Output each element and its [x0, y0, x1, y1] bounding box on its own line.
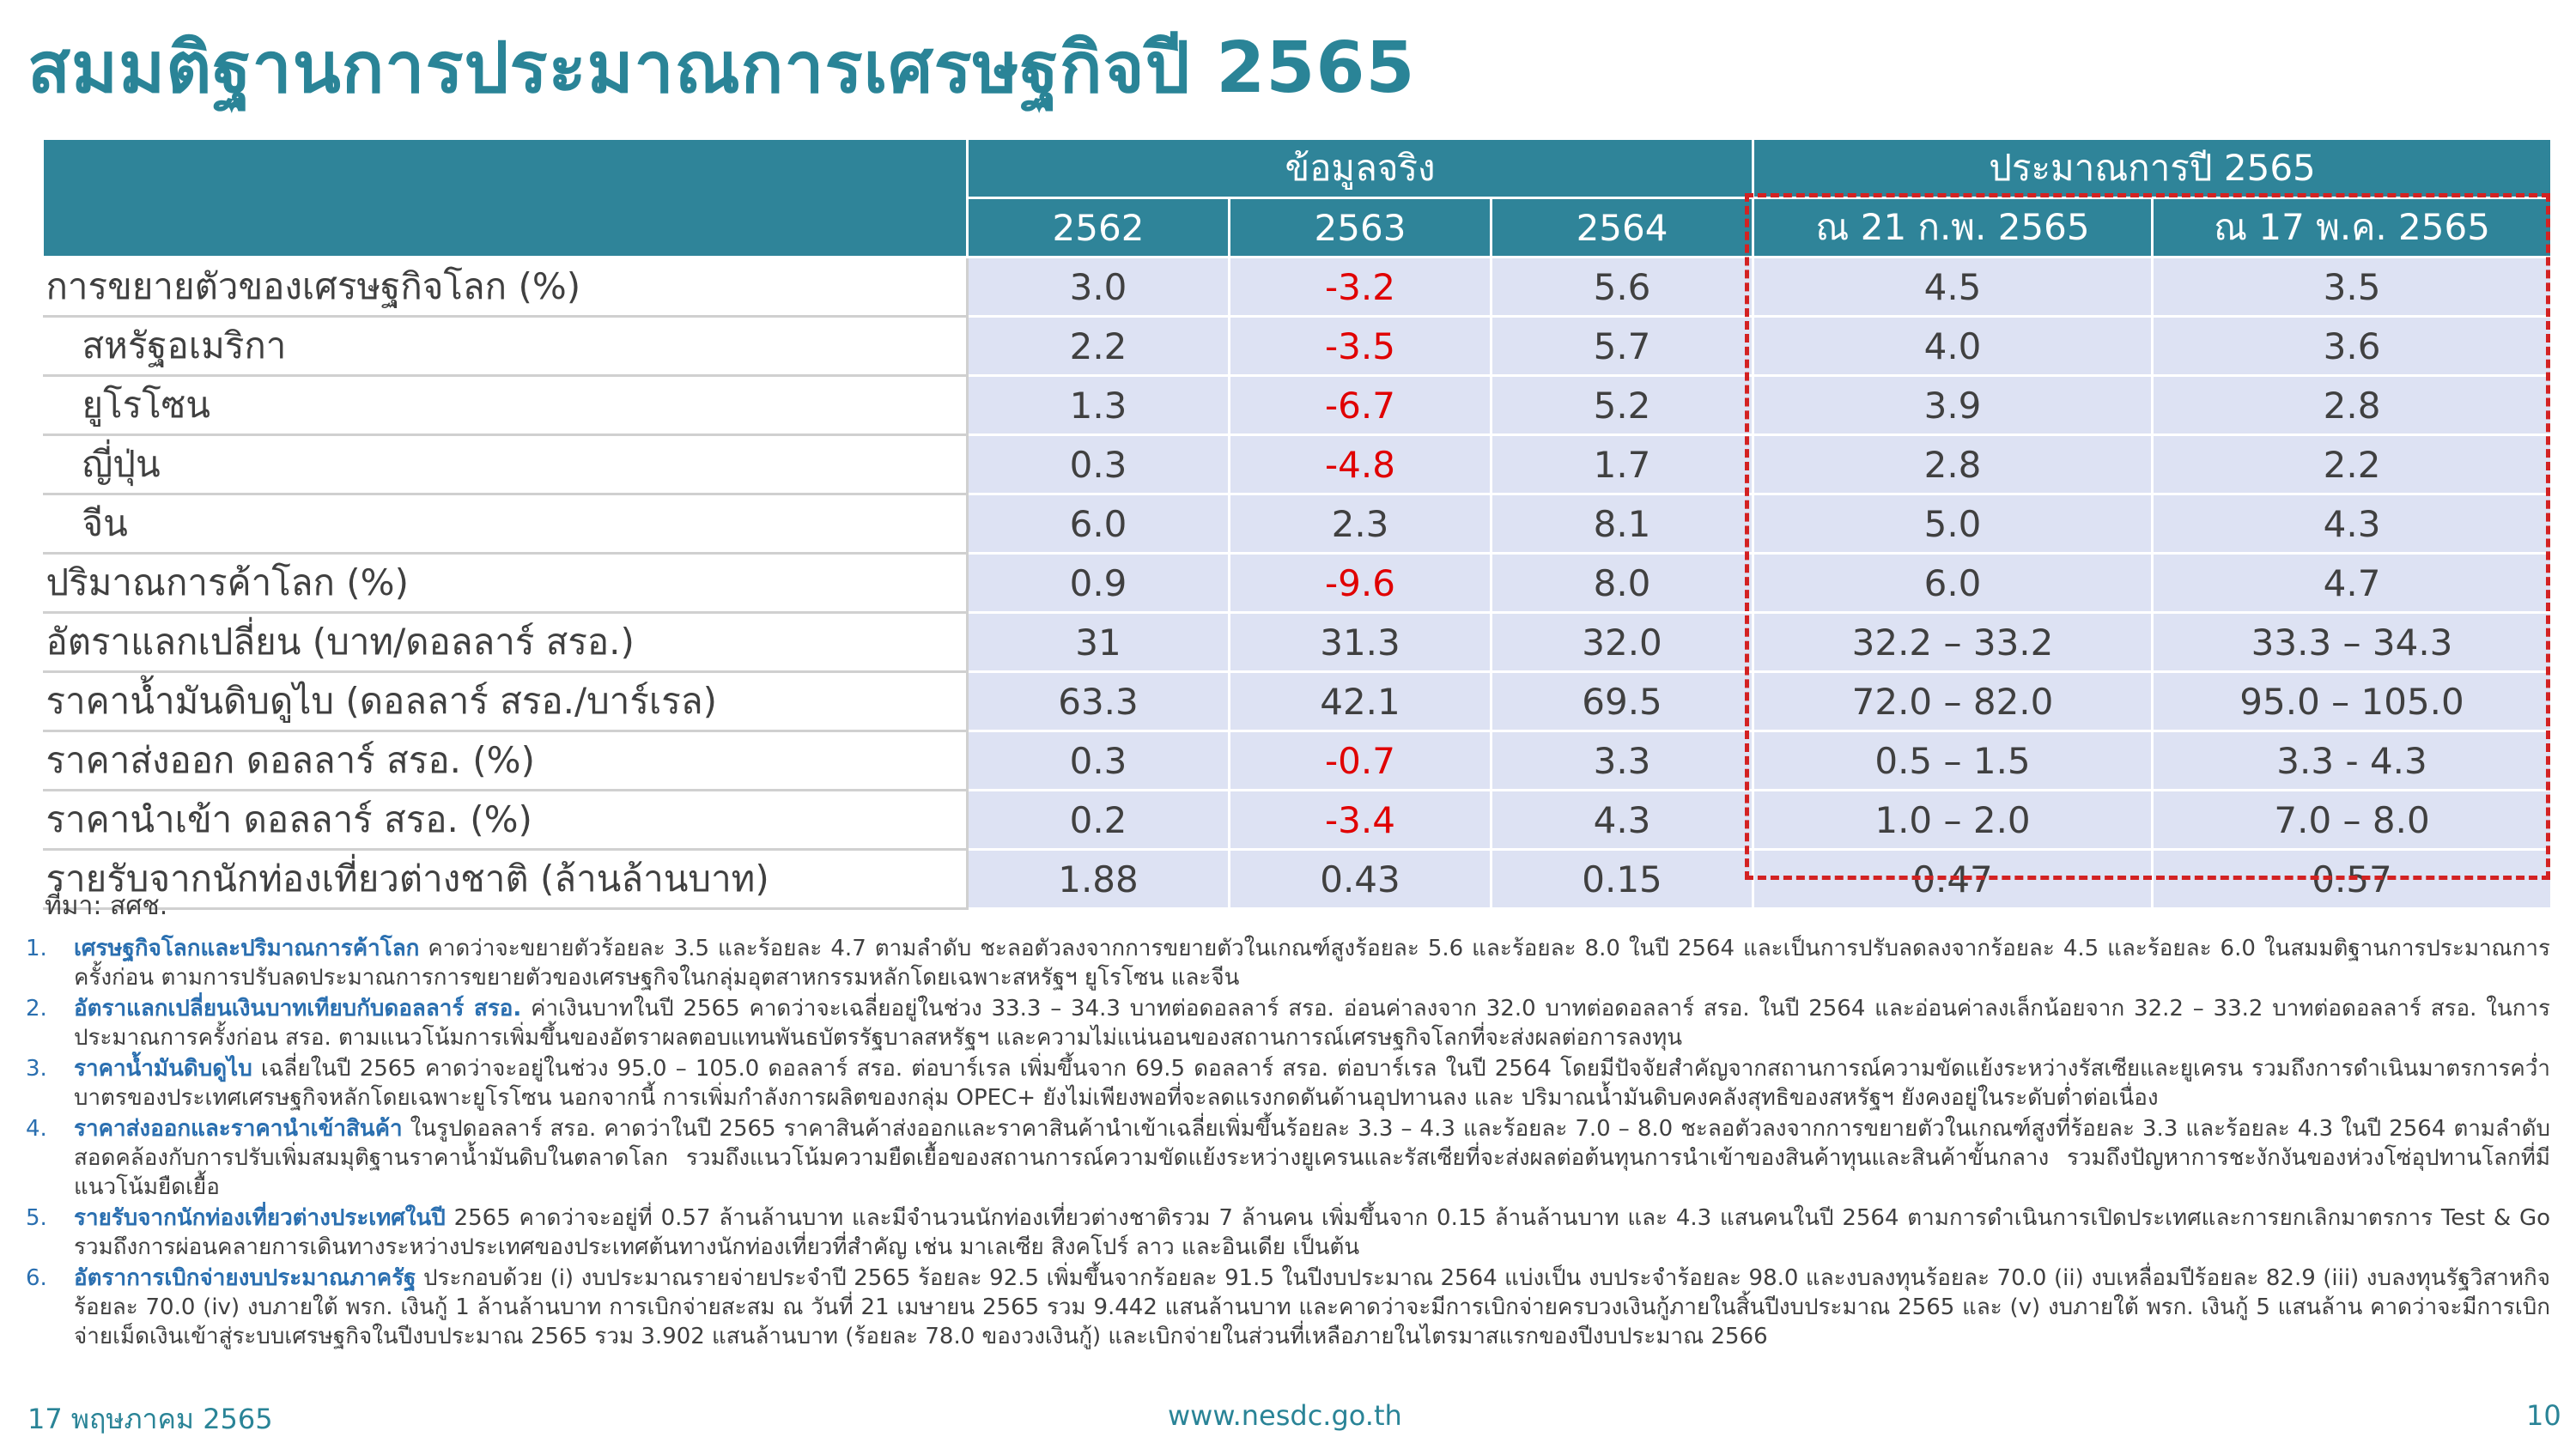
row-label: จีน [43, 494, 968, 554]
note-item [26, 1203, 2550, 1262]
table-row [43, 317, 2552, 376]
row-label: อัตราแลกเปลี่ยน (บาท/ดอลลาร์ สรอ.) [43, 613, 968, 672]
cell-2564: 5.2 [1492, 376, 1753, 435]
cell-2562: 2.2 [968, 317, 1230, 376]
cell-2564: 4.3 [1492, 791, 1753, 850]
row-label: ยูโรโซน [43, 376, 968, 435]
row-label: รายรับจากนักท่องเที่ยวต่างชาติ (ล้านล้านบาท) [43, 850, 968, 909]
cell-2564: 5.7 [1492, 317, 1753, 376]
row-label: ราคานำเข้า ดอลลาร์ สรอ. (%) [43, 791, 968, 850]
cell-2564: 8.0 [1492, 554, 1753, 613]
cell-forecast-feb: 72.0 – 82.0 [1753, 672, 2153, 731]
note-item [26, 1114, 2550, 1202]
header-row-groups [43, 139, 2552, 198]
footer-website-link[interactable]: www.nesdc.go.th [1168, 1399, 1402, 1432]
cell-2564: 8.1 [1492, 494, 1753, 554]
cell-2563: -3.4 [1230, 791, 1492, 850]
cell-forecast-feb: 0.47 [1753, 850, 2153, 909]
note-text: 2565 คาดว่าจะอยู่ที่ 0.57 ล้านล้านบาท และมีจำนวนนักท่องเที่ยวต่างชาติรวม 7 ล้านคน เพิ่มขึ้นจาก 0.15 ล้านล้านบาท และ 4.3 แสนคนในปี 2564 ตามการดำเนินการเปิดประเทศและการยกเลิกมาตรการ Test & Go รวมถึงการผ่อนคลายการเดินทางระหว่างประเทศของประเทศต้นทางนักท่องเที่ยวที่สำคัญ เช่น มาเลเซีย สิงคโปร์ ลาว และอินเดีย เป็นต้น [74, 1205, 2550, 1260]
note-text: ในรูปดอลลาร์ สรอ. คาดว่าในปี 2565 ราคาสินค้าส่งออกและราคาสินค้านำเข้าเฉลี่ยเพิ่มขึ้นร้อยละ 3.3 – 4.3 และร้อยละ 7.0 – 8.0 ชะลอตัวลงจากการขยายตัวในเกณฑ์สูงที่ร้อยละ 3.3 และร้อยละ 4.3 ในปี 2564 ตามลำดับ สอดคล้องกับการปรับเพิ่มสมมุติฐานราคาน้ำมันดิบในตลาดโลก รวมถึงแนวโน้มความยืดเยื้อของสถานการณ์ความขัดแย้งระหว่างยูเครนและรัสเซียที่จะส่งผลต่อต้นทุนการนำเข้าของสินค้าทุนและสินค้าขั้นกลาง รวมถึงปัญหาการชะงักงันของห่วงโซ่อุปทานโลกที่มีแนวโน้มยืดเยื้อ [74, 1116, 2550, 1200]
cell-2562: 1.3 [968, 376, 1230, 435]
note-heading: ราคาส่งออกและราคานำเข้าสินค้า [74, 1116, 403, 1142]
assumptions-table [41, 137, 2553, 910]
table-row [43, 613, 2552, 672]
note-number: 3. [26, 1056, 47, 1082]
cell-2562: 63.3 [968, 672, 1230, 731]
cell-forecast-may: 4.7 [2153, 554, 2552, 613]
row-label: ราคาส่งออก ดอลลาร์ สรอ. (%) [43, 731, 968, 791]
table-row [43, 258, 2552, 317]
table-row [43, 731, 2552, 791]
cell-forecast-feb: 2.8 [1753, 435, 2153, 494]
cell-2564: 0.15 [1492, 850, 1753, 909]
cell-forecast-feb: 4.5 [1753, 258, 2153, 317]
cell-forecast-feb: 4.0 [1753, 317, 2153, 376]
header-forecast-group: ประมาณการปี 2565 [1753, 139, 2552, 198]
table-row [43, 494, 2552, 554]
cell-2563: 42.1 [1230, 672, 1492, 731]
table-row [43, 435, 2552, 494]
cell-2564: 5.6 [1492, 258, 1753, 317]
table-row [43, 791, 2552, 850]
table-row [43, 672, 2552, 731]
header-col-2563: 2563 [1230, 198, 1492, 258]
cell-2564: 3.3 [1492, 731, 1753, 791]
cell-2562: 0.9 [968, 554, 1230, 613]
cell-2563: -0.7 [1230, 731, 1492, 791]
cell-2563: -3.2 [1230, 258, 1492, 317]
table-row [43, 376, 2552, 435]
cell-2562: 0.3 [968, 731, 1230, 791]
footer-date: 17 พฤษภาคม 2565 [27, 1403, 273, 1435]
row-label: ราคาน้ำมันดิบดูไบ (ดอลลาร์ สรอ./บาร์เรล) [43, 672, 968, 731]
note-number: 1. [26, 936, 47, 961]
note-heading: อัตราแลกเปลี่ยนเงินบาทเทียบกับดอลลาร์ สรอ. [74, 996, 522, 1022]
row-label: ญี่ปุ่น [43, 435, 968, 494]
cell-2562: 1.88 [968, 850, 1230, 909]
cell-forecast-may: 3.5 [2153, 258, 2552, 317]
cell-forecast-feb: 3.9 [1753, 376, 2153, 435]
cell-forecast-may: 0.57 [2153, 850, 2552, 909]
cell-forecast-may: 95.0 – 105.0 [2153, 672, 2552, 731]
cell-forecast-feb: 5.0 [1753, 494, 2153, 554]
note-item [26, 1264, 2550, 1351]
header-blank [43, 139, 968, 258]
note-number: 4. [26, 1116, 47, 1142]
header-col-2562: 2562 [968, 198, 1230, 258]
row-label: การขยายตัวของเศรษฐกิจโลก (%) [43, 258, 968, 317]
note-text: เฉลี่ยในปี 2565 คาดว่าจะอยู่ในช่วง 95.0 – 105.0 ดอลลาร์ สรอ. ต่อบาร์เรล เพิ่มขึ้นจาก 69.5 ดอลลาร์ สรอ. ต่อบาร์เรล ในปี 2564 โดยมีปัจจัยสำคัญจากสถานการณ์ความขัดแย้งระหว่างรัสเซียและยูเครน รวมถึงการดำเนินมาตรการคว่ำบาตรของประเทศเศรษฐกิจหลักโดยเฉพาะยูโรโซน นอกจากนี้ การเพิ่มกำลังการผลิตของกลุ่ม OPEC+ ยังไม่เพียงพอที่จะลดแรงกดดันด้านอุปทานลง และ ปริมาณน้ำมันดิบคงคลังสุทธิของสหรัฐฯ ยังคงอยู่ในระดับต่ำต่อเนื่อง [74, 1056, 2550, 1111]
cell-2563: 31.3 [1230, 613, 1492, 672]
cell-forecast-may: 3.3 - 4.3 [2153, 731, 2552, 791]
cell-forecast-feb: 32.2 – 33.2 [1753, 613, 2153, 672]
header-col-forecast-may: ณ 17 พ.ค. 2565 [2153, 198, 2552, 258]
cell-forecast-feb: 6.0 [1753, 554, 2153, 613]
cell-forecast-may: 7.0 – 8.0 [2153, 791, 2552, 850]
note-heading: รายรับจากนักท่องเที่ยวต่างประเทศในปี [74, 1205, 446, 1231]
cell-2564: 1.7 [1492, 435, 1753, 494]
cell-2563: -3.5 [1230, 317, 1492, 376]
cell-2563: -9.6 [1230, 554, 1492, 613]
cell-2562: 0.2 [968, 791, 1230, 850]
notes-list [26, 934, 2550, 1353]
source-note: ที่มา: สศช. [45, 891, 168, 921]
cell-forecast-may: 2.2 [2153, 435, 2552, 494]
page-number: 10 [2526, 1399, 2561, 1432]
cell-2563: -4.8 [1230, 435, 1492, 494]
note-heading: เศรษฐกิจโลกและปริมาณการค้าโลก [74, 936, 420, 961]
note-item [26, 994, 2550, 1052]
header-actual-group: ข้อมูลจริง [968, 139, 1753, 198]
cell-forecast-may: 3.6 [2153, 317, 2552, 376]
cell-2563: -6.7 [1230, 376, 1492, 435]
cell-2563: 0.43 [1230, 850, 1492, 909]
cell-forecast-may: 4.3 [2153, 494, 2552, 554]
header-col-2564: 2564 [1492, 198, 1753, 258]
note-item [26, 1054, 2550, 1113]
cell-forecast-may: 2.8 [2153, 376, 2552, 435]
table-row [43, 850, 2552, 909]
cell-2563: 2.3 [1230, 494, 1492, 554]
row-label: สหรัฐอเมริกา [43, 317, 968, 376]
note-number: 2. [26, 996, 47, 1022]
note-number: 5. [26, 1205, 47, 1231]
note-number: 6. [26, 1265, 47, 1291]
header-col-forecast-feb: ณ 21 ก.พ. 2565 [1753, 198, 2153, 258]
note-text: คาดว่าจะขยายตัวร้อยละ 3.5 และร้อยละ 4.7 ตามลำดับ ชะลอตัวลงจากการขยายตัวในเกณฑ์สูงร้อยละ 5.6 และร้อยละ 8.0 ในปี 2564 และเป็นการปรับลดลงจากร้อยละ 4.5 และร้อยละ 6.0 ในสมมติฐานการประมาณการครั้งก่อน ตามการปรับลดประมาณการการขยายตัวของเศรษฐกิจในกลุ่มอุตสาหกรรมหลักโดยเฉพาะสหรัฐฯ ยูโรโซน และจีน [74, 936, 2550, 991]
cell-2564: 32.0 [1492, 613, 1753, 672]
cell-2562: 0.3 [968, 435, 1230, 494]
cell-forecast-may: 33.3 – 34.3 [2153, 613, 2552, 672]
cell-forecast-feb: 1.0 – 2.0 [1753, 791, 2153, 850]
note-item [26, 934, 2550, 992]
cell-forecast-feb: 0.5 – 1.5 [1753, 731, 2153, 791]
note-text: ค่าเงินบาทในปี 2565 คาดว่าจะเฉลี่ยอยู่ในช่วง 33.3 – 34.3 บาทต่อดอลลาร์ สรอ. อ่อนค่าลงจาก 32.0 บาทต่อดอลลาร์ สรอ. ในปี 2564 และอ่อนค่าลงเล็กน้อยจาก 32.2 – 33.2 บาทต่อดอลลาร์ สรอ. ในการประมาณการครั้งก่อน สรอ. ตามแนวโน้มการเพิ่มขึ้นของอัตราผลตอบแทนพันธบัตรรัฐบาลสหรัฐฯ และความไม่แน่นอนของสถานการณ์เศรษฐกิจโลกที่จะส่งผลต่อการลงทุน [74, 996, 2551, 1051]
cell-2564: 69.5 [1492, 672, 1753, 731]
cell-2562: 3.0 [968, 258, 1230, 317]
row-label: ปริมาณการค้าโลก (%) [43, 554, 968, 613]
note-heading: อัตราการเบิกจ่ายงบประมาณภาครัฐ [74, 1265, 416, 1291]
note-text: ประกอบด้วย (i) งบประมาณรายจ่ายประจำปี 2565 ร้อยละ 92.5 เพิ่มขึ้นจากร้อยละ 91.5 ในปีงบประมาณ 2564 แบ่งเป็น งบประจำร้อยละ 98.0 และงบลงทุนร้อยละ 70.0 (ii) งบเหลื่อมปีร้อยละ 82.9 (iii) งบลงทุนรัฐวิสาหกิจร้อยละ 70.0 (iv) งบภายใต้ พรก. เงินกู้ 1 ล้านล้านบาท การเบิกจ่ายสะสม ณ วันที่ 21 เมษายน 2565 รวม 9.442 แสนล้านบาท และคาดว่าจะมีการเบิกจ่ายครบวงเงินกู้ภายในสิ้นปีงบประมาณ 2565 และ (v) งบภายใต้ พรก. เงินกู้ 5 แสนล้าน คาดว่าจะมีการเบิกจ่ายเม็ดเงินเข้าสู่ระบบเศรษฐกิจในปีงบประมาณ 2565 รวม 3.902 แสนล้านบาท (ร้อยละ 78.0 ของวงเงินกู้) และเบิกจ่ายในส่วนที่เหลือภายในไตรมาสแรกของปีงบประมาณ 2566 [74, 1265, 2550, 1349]
cell-2562: 6.0 [968, 494, 1230, 554]
cell-2562: 31 [968, 613, 1230, 672]
note-heading: ราคาน้ำมันดิบดูไบ [74, 1056, 252, 1082]
page-title: สมมติฐานการประมาณการเศรษฐกิจปี 2565 [27, 27, 1416, 109]
table-row [43, 554, 2552, 613]
